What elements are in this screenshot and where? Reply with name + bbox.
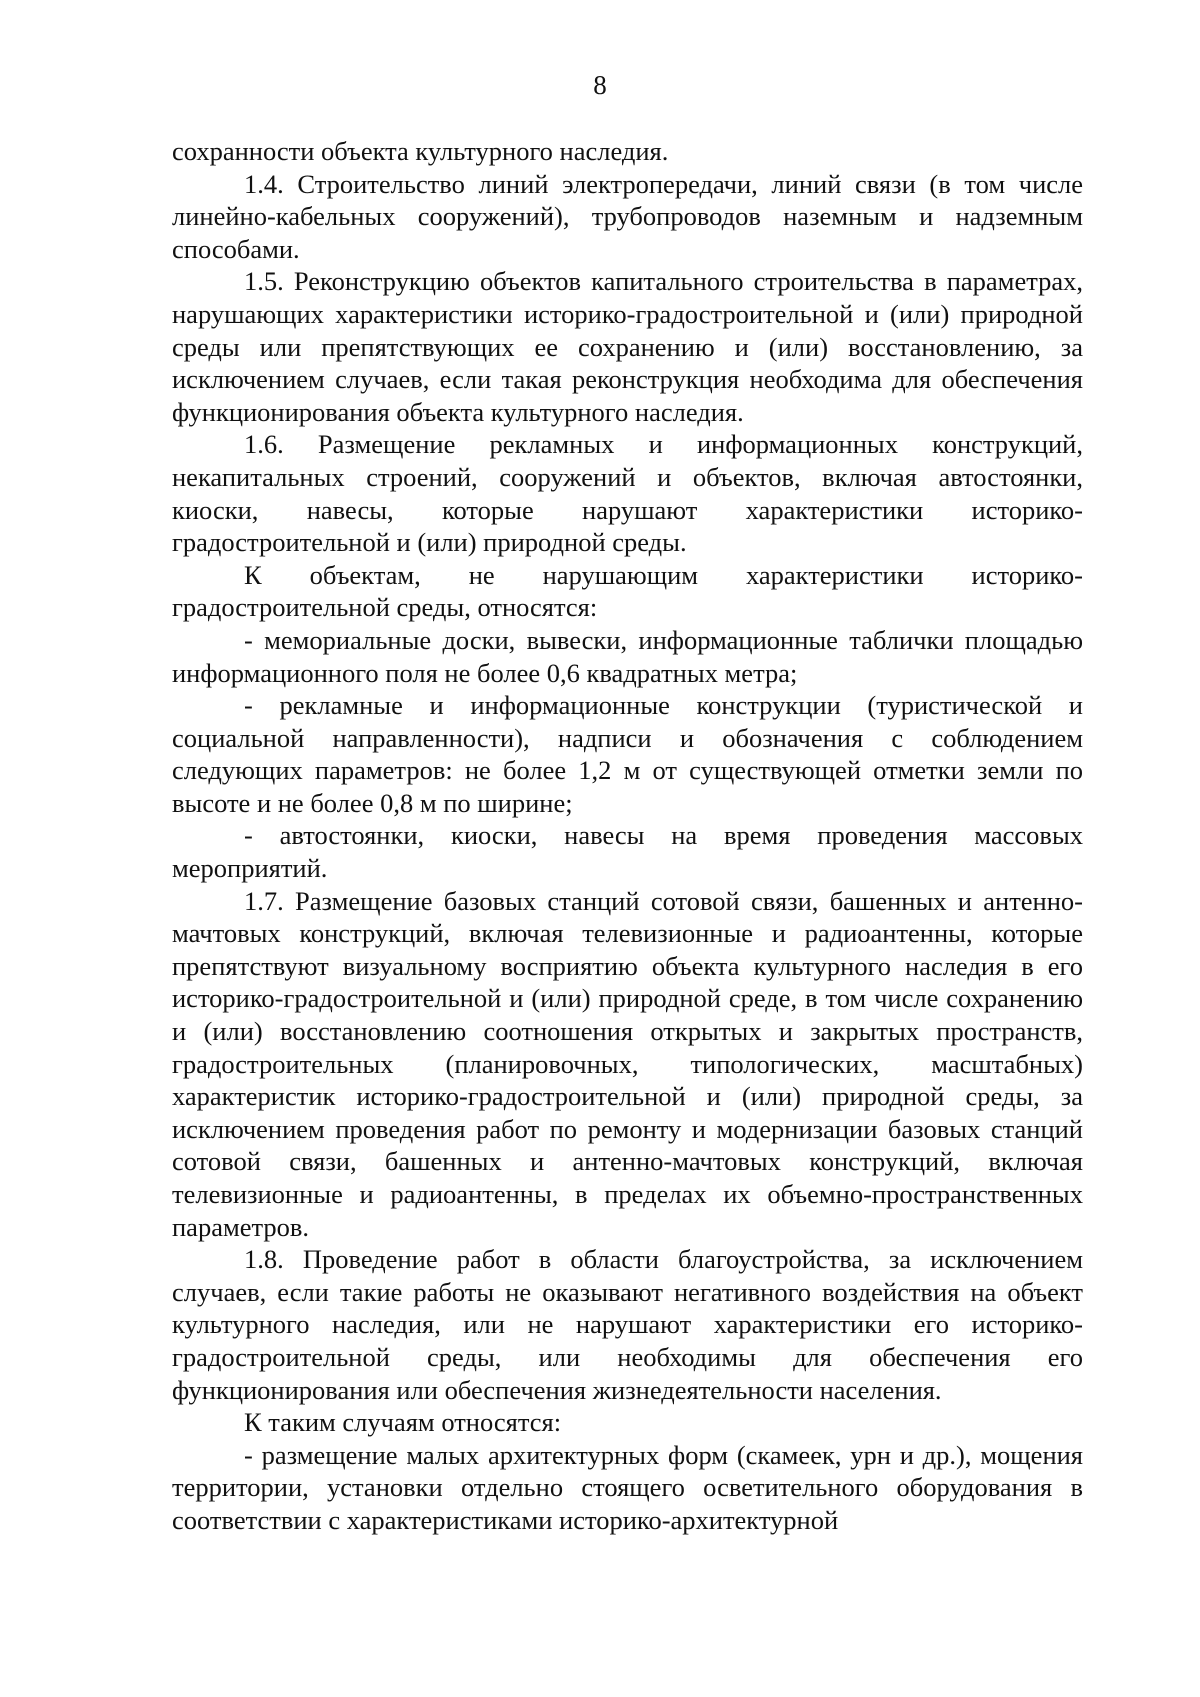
paragraph-exceptions-intro: К объектам, не нарушающим характеристики историко-градостроительной среды, относятся: [172, 559, 1083, 623]
paragraph-continuation: сохранности объекта культурного наследия. [172, 136, 669, 166]
paragraph-item-1-7: 1.7. Размещение базовых станций сотовой связи, башенных и антенно-мачтовых конструкций, включая телевизионные и радиоантенны, которые препятствуют визуальному восприятию объекта культурного наследия в его историко-градостроительной и (или) природной среде, в том числе сохранению и (или) восстановлению соотношения открытых и закрытых пространств, градостроительных (планировочных, типологических, масштабных) характеристик историко-градостроительной и (или) природной среды, за исключением проведения работ по ремонту и модернизации базовых станций сотовой связи, башенных и антенно-мачтовых конструкций, включая телевизионные и радиоантенны, в пределах их объемно-пространственных параметров. [172, 885, 1083, 1242]
paragraph-item-1-4: 1.4. Строительство линий электропередачи, линий связи (в том числе линейно-кабельных сооружений), трубопроводов наземным и надземным способами. [172, 168, 1083, 264]
paragraph-item-1-5: 1.5. Реконструкцию объектов капитального строительства в параметрах, нарушающих характеристики историко-градостроительной и (или) природной среды или препятствующих ее сохранению и (или) восстановлению, за исключением случаев, если такая реконструкция необходима для обеспечения функционирования объекта культурного наследия. [172, 266, 1083, 427]
list-item-parking-kiosks: - автостоянки, киоски, навесы на время проведения массовых мероприятий. [172, 820, 1083, 884]
list-item-advertising-structures: - рекламные и информационные конструкции (туристической и социальной направленности), надписи и обозначения с соблюдением следующих параметров: не более 1,2 м от существующей отметки земли по высоте и не более 0,8 м по ширине; [172, 690, 1083, 818]
list-item-memorial-plaques: - мемориальные доски, вывески, информационные таблички площадью информационного поля не более 0,6 квадратных метра; [172, 624, 1083, 688]
document-body [172, 135, 1083, 1537]
paragraph-item-1-8: 1.8. Проведение работ в области благоустройства, за исключением случаев, если такие работы не оказывают негативного воздействия на объект культурного наследия, или не нарушают характеристики его историко-градостроительной среды, или необходимы для обеспечения его функционирования или обеспечения жизнедеятельности населения. [172, 1244, 1083, 1405]
page-number: 8 [593, 70, 607, 100]
paragraph-item-1-6: 1.6. Размещение рекламных и информационных конструкций, некапитальных строений, сооружений и объектов, включая автостоянки, киоски, навесы, которые нарушают характеристики историко-градостроительной и (или) природной среды. [172, 429, 1083, 558]
paragraph-cases-intro: К таким случаям относятся: [244, 1407, 562, 1438]
list-item-small-architectural-forms: - размещение малых архитектурных форм (скамеек, урн и др.), мощения территории, установки отдельно стоящего осветительного оборудования в соответствии с характеристиками историко-архитектурной [172, 1439, 1083, 1535]
